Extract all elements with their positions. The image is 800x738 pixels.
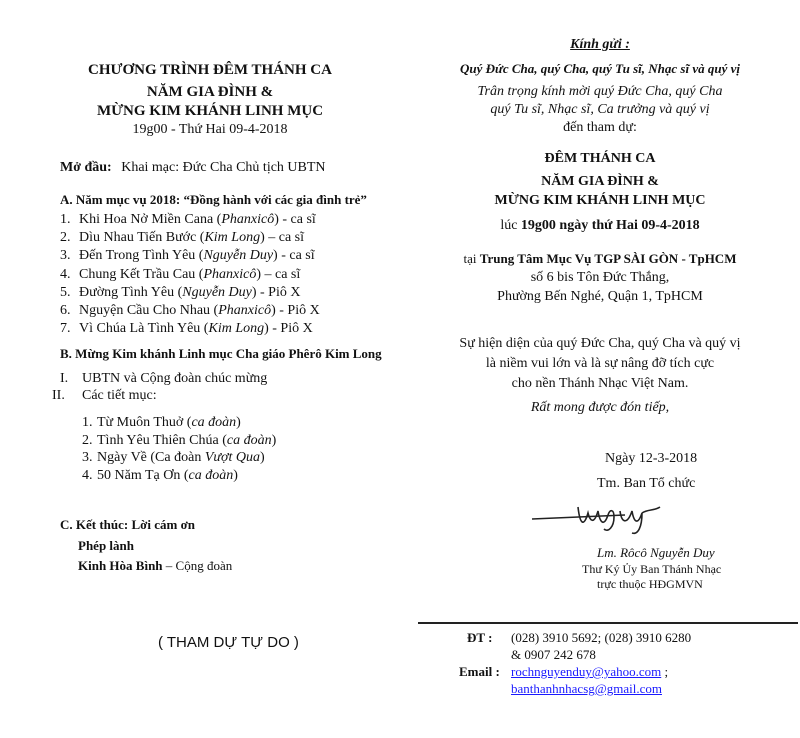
song-performer: ) – ca sĩ: [260, 230, 305, 246]
program-time: 19g00 - Thứ Hai 09-4-2018: [132, 122, 288, 137]
event-title-3: MỪNG KIM KHÁNH LINH MỤC: [494, 193, 706, 208]
section-c-line-2: Phép lành: [78, 538, 134, 553]
email-separator: ;: [661, 664, 669, 679]
signature-image: [530, 497, 700, 537]
song-author: Nguyễn Duy: [182, 284, 252, 300]
message-line-1: Sự hiện diện của quý Đức Cha, quý Cha và quý vị: [459, 336, 741, 351]
email-link-1[interactable]: rochnguyenduy@yahoo.com: [511, 664, 662, 679]
song-title: Tình Yêu Thiên Chúa (: [97, 432, 227, 448]
song-author: Phanxicô: [218, 303, 272, 318]
invite-line-3: đến tham dự:: [563, 120, 637, 135]
event-place-prefix: tại: [463, 251, 480, 266]
event-place: [420, 251, 780, 267]
event-time-value: 19g00 ngày thứ Hai 09-4-2018: [520, 218, 700, 233]
item-number: I.: [60, 371, 69, 386]
song-title: Nguyện Cầu Cho Nhau (: [79, 303, 219, 318]
intro-line: [60, 160, 326, 176]
song-title: 50 Năm Tạ Ơn (: [97, 467, 189, 483]
song-title: Ngày Về (Ca đoàn: [97, 450, 205, 465]
song-number: 5.: [60, 284, 71, 300]
song-performer: ) - ca sĩ: [273, 248, 315, 264]
song-author: Kim Long: [208, 321, 265, 337]
song-item: [60, 212, 316, 228]
item-number: II.: [52, 388, 65, 403]
letter-date: Ngày 12-3-2018: [605, 451, 698, 466]
song-performer: ): [260, 450, 265, 465]
song-number: 7.: [60, 321, 71, 337]
song-item: [60, 248, 315, 264]
song-performer: ) - Piô X: [264, 321, 313, 337]
organizer-label: Tm. Ban Tổ chức: [597, 476, 696, 491]
signer-name: Lm. Rôcô Nguyễn Duy: [597, 545, 715, 560]
section-a-heading: A. Năm mục vụ 2018: “Đồng hành với các gia đình trẻ”: [60, 192, 367, 207]
program-subtitle-1: NĂM GIA ĐÌNH &: [146, 84, 274, 100]
closing-prayer-rest: – Cộng đoàn: [162, 558, 233, 573]
event-place-value: Trung Tâm Mục Vụ TGP SÀI GÒN - TpHCM: [479, 251, 737, 266]
song-performer: ) - Piô X: [251, 284, 301, 300]
song-item: [82, 468, 238, 484]
signer-role-2: trực thuộc HĐGMVN: [597, 577, 703, 591]
song-item: [60, 267, 300, 283]
song-performer: ) - Piô X: [271, 303, 320, 318]
event-title-1: ĐÊM THÁNH CA: [544, 151, 656, 166]
song-number: 1.: [60, 212, 71, 227]
song-number: 3.: [60, 248, 71, 264]
event-title-2: NĂM GIA ĐÌNH &: [541, 174, 659, 189]
phone-line-1: (028) 3910 5692; (028) 3910 6280: [511, 630, 692, 645]
recipients: Quý Đức Cha, quý Cha, quý Tu sĩ, Nhạc sĩ và quý vị: [460, 61, 740, 76]
intro-text: Khai mạc: Đức Cha Chủ tịch UBTN: [121, 160, 326, 175]
free-admission-note: ( THAM DỰ TỰ DO ): [158, 634, 299, 651]
song-author: Phanxicô: [221, 212, 275, 227]
song-title: Khi Hoa Nở Miền Cana (: [79, 212, 222, 227]
event-time: [420, 218, 780, 234]
section-c-line-3: [78, 558, 232, 574]
section-b-item-2: [52, 388, 157, 404]
song-number: 3.: [82, 450, 93, 465]
song-author: ca đoàn: [188, 467, 234, 483]
song-number: 2.: [82, 432, 93, 448]
addressee-heading: Kính gửi :: [570, 37, 630, 52]
song-title: Vì Chúa Là Tình Yêu (: [79, 321, 209, 337]
email-link-2[interactable]: banthanhnhacsg@gmail.com: [511, 681, 662, 696]
song-performer: ): [233, 467, 238, 483]
song-title: Từ Muôn Thuở (: [97, 415, 192, 430]
email-label: Email :: [459, 664, 500, 679]
song-performer: ): [236, 415, 241, 430]
item-text: Các tiết mục:: [82, 388, 157, 403]
contact-divider: [418, 622, 798, 624]
song-performer: ) – ca sĩ: [256, 266, 301, 282]
invite-line-2: quý Tu sĩ, Nhạc sĩ, Ca trưởng và quý vị: [490, 102, 710, 117]
song-author: Kim Long: [204, 230, 261, 246]
song-number: 6.: [60, 303, 71, 318]
invite-line-1: Trân trọng kính mời quý Đức Cha, quý Cha: [477, 84, 723, 99]
signer-role-1: Thư Ký Ủy Ban Thánh Nhạc: [582, 562, 722, 576]
closing-prayer: Kinh Hòa Bình: [78, 558, 163, 573]
song-author: ca đoàn: [226, 432, 272, 448]
address-line-1: số 6 bis Tôn Đức Thắng,: [530, 270, 670, 285]
message-line-3: cho nền Thánh Nhạc Việt Nam.: [511, 376, 689, 391]
section-b-heading: B. Mừng Kim khánh Linh mục Cha giáo Phêrô Kim Long: [60, 346, 382, 361]
song-author: ca đoàn: [191, 415, 237, 430]
address-line-2: Phường Bến Nghé, Quận 1, TpHCM: [497, 289, 703, 304]
section-c-heading: C. Kết thúc: Lời cám ơn: [60, 517, 195, 532]
item-text: UBTN và Cộng đoàn chúc mừng: [82, 371, 268, 386]
song-number: 2.: [60, 230, 71, 246]
song-title: Đường Tình Yêu (: [79, 284, 183, 300]
song-author: Phanxicô: [203, 266, 257, 282]
song-item: [60, 321, 313, 337]
song-title: Dìu Nhau Tiến Bước (: [79, 230, 205, 246]
message-line-4: Rất mong được đón tiếp,: [530, 400, 670, 415]
song-author: Vượt Qua: [204, 450, 260, 465]
song-item: [60, 303, 320, 319]
phone-line-2: & 0907 242 678: [511, 647, 596, 662]
song-number: 4.: [60, 266, 71, 282]
email-line-1: [511, 664, 668, 680]
phone-label: ĐT :: [467, 630, 493, 645]
program-subtitle-2: MỪNG KIM KHÁNH LINH MỤC: [96, 103, 324, 119]
message-line-2: là niềm vui lớn và là sự nâng đỡ tích cực: [485, 356, 715, 371]
song-item: [82, 450, 265, 466]
intro-label: Mở đầu:: [60, 160, 112, 175]
song-title: Đến Trong Tình Yêu (: [79, 248, 204, 264]
song-item: [60, 230, 304, 246]
song-performer: ): [271, 432, 277, 448]
section-b-item-1: [60, 371, 267, 387]
song-author: Nguyễn Duy: [203, 248, 274, 264]
song-item: [82, 433, 276, 449]
song-performer: ) - ca sĩ: [274, 212, 316, 227]
song-number: 4.: [82, 467, 93, 483]
song-title: Chung Kết Trầu Cau (: [79, 266, 204, 282]
song-item: [60, 285, 300, 301]
song-number: 1.: [82, 415, 93, 430]
email-line-2: [511, 681, 662, 697]
program-title: CHƯƠNG TRÌNH ĐÊM THÁNH CA: [88, 62, 332, 78]
song-item: [82, 415, 241, 431]
event-time-prefix: lúc: [500, 218, 521, 233]
